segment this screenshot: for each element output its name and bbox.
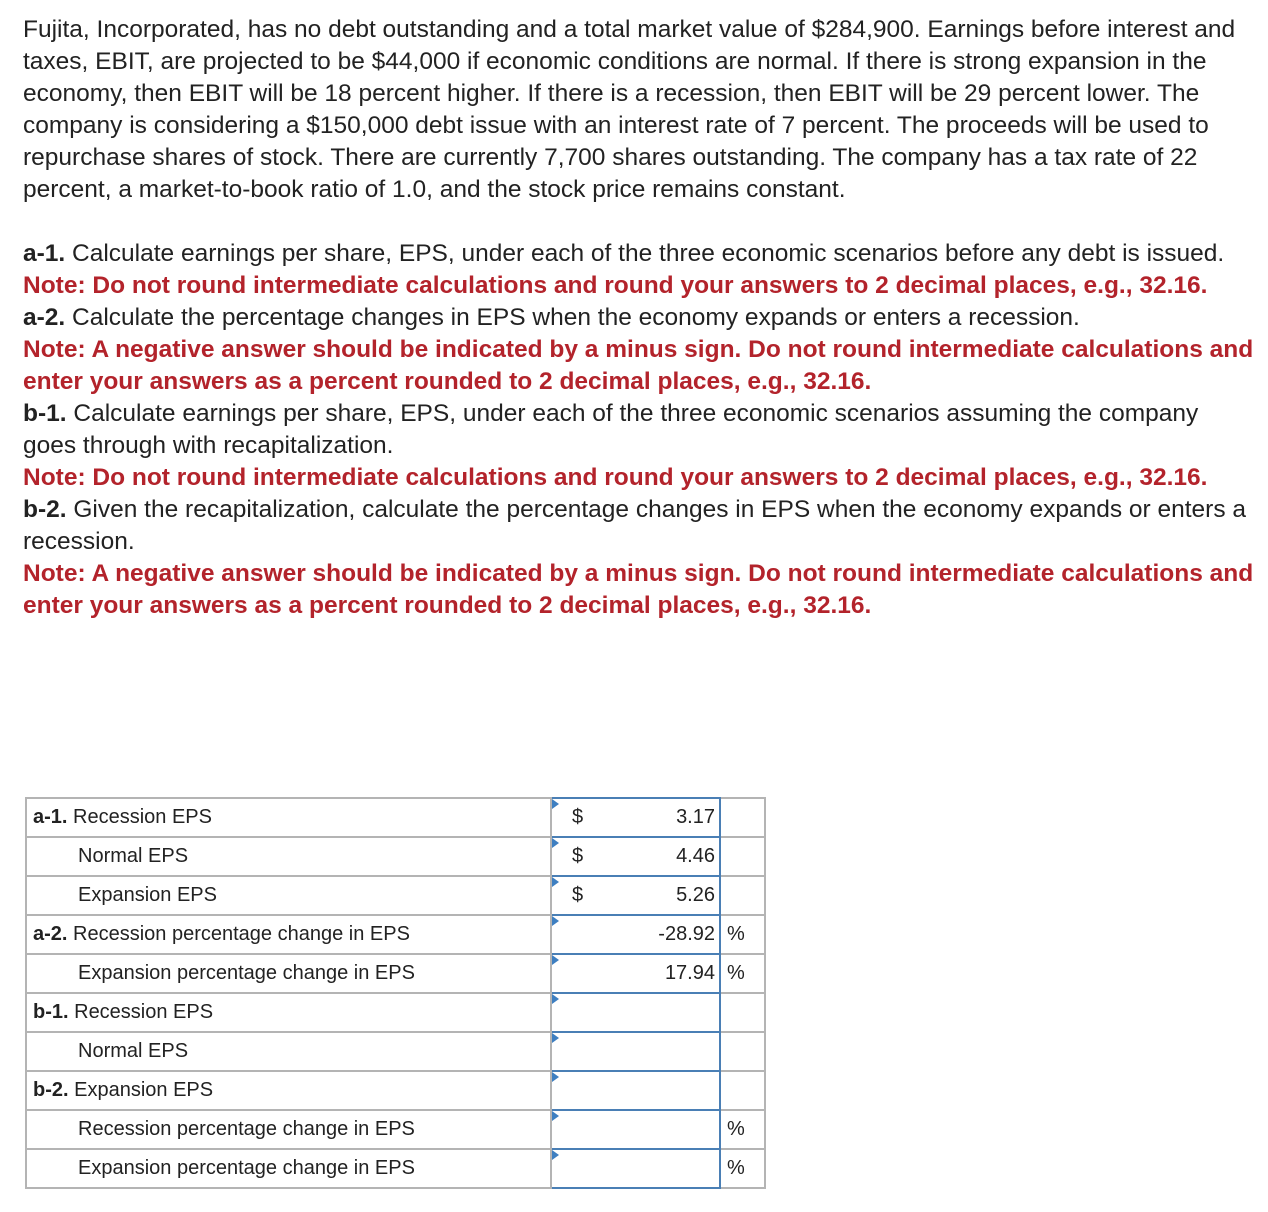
flag-icon [552,877,559,887]
row-label-text: Recession EPS [68,1001,214,1023]
dollar-cell [551,798,603,837]
row-label [26,1149,551,1188]
dollar-cell [551,915,603,954]
answer-input[interactable] [603,1149,720,1188]
row-label-text: Expansion percentage change in EPS [78,1157,415,1179]
dollar-cell [551,1032,603,1071]
dollar-sign: $ [571,845,584,867]
dollar-cell [551,1149,603,1188]
part-a2-question [23,302,1255,334]
flag-icon [552,1033,559,1043]
answer-input[interactable] [603,1110,720,1149]
row-label-text: Recession EPS [67,806,212,828]
answer-input[interactable]: 5.26 [603,876,720,915]
row-label-text: Normal EPS [78,845,189,867]
row-label-text: Normal EPS [78,1040,189,1062]
dollar-cell [551,837,603,876]
answer-input[interactable]: 17.94 [603,954,720,993]
table-row [26,798,765,837]
dollar-cell [551,1071,603,1110]
flag-icon [552,994,559,1004]
dollar-sign: $ [571,806,584,828]
table-row [26,1071,765,1110]
flag-icon [552,916,559,926]
unit-cell [720,798,765,837]
answer-input[interactable]: 3.17 [603,798,720,837]
row-tag: b-2. [33,1079,69,1101]
unit-cell [720,1071,765,1110]
part-a2-note: Note: A negative answer should be indicated by a minus sign. Do not round intermediate calculations and enter your answers as a percent rounded to 2 decimal places, e.g., 32.16. [23,336,1254,395]
part-text: Calculate earnings per share, EPS, under each of the three economic scenarios assuming the company goes through with recapitalization. [23,400,1199,459]
answer-input[interactable] [603,993,720,1032]
dollar-cell [551,954,603,993]
dollar-cell [551,876,603,915]
part-text: Calculate the percentage changes in EPS when the economy expands or enters a recession. [65,304,1080,331]
row-label [26,993,551,1032]
dollar-cell [551,993,603,1032]
flag-icon [552,1072,559,1082]
dollar-cell [551,1110,603,1149]
unit-cell: % [720,915,765,954]
dollar-sign: $ [571,884,584,906]
row-label [26,954,551,993]
unit-cell: % [720,1110,765,1149]
flag-icon [552,799,559,809]
answer-input[interactable] [603,1071,720,1110]
row-label-text: Recession percentage change in EPS [67,923,410,945]
unit-cell [720,993,765,1032]
problem-text [23,14,1255,622]
answer-table [25,797,766,1189]
unit-cell [720,876,765,915]
part-b2-note: Note: A negative answer should be indicated by a minus sign. Do not round intermediate calculations and enter your answers as a percent rounded to 2 decimal places, e.g., 32.16. [23,560,1254,619]
part-b2-question [23,494,1255,558]
unit-cell [720,1032,765,1071]
table-row [26,1149,765,1188]
unit-cell: % [720,1149,765,1188]
table-row [26,837,765,876]
flag-icon [552,1150,559,1160]
row-label [26,1071,551,1110]
answer-input[interactable]: -28.92 [603,915,720,954]
row-label-text: Recession percentage change in EPS [78,1118,415,1140]
row-label [26,915,551,954]
problem-intro: Fujita, Incorporated, has no debt outstanding and a total market value of $284,900. Earnings before interest and taxes, EBIT, are projected to be $44,000 if economic conditions are normal. If there is strong expansion in the economy, then EBIT will be 18 percent higher. If there is a recession, then EBIT will be 29 percent lower. The company is considering a $150,000 debt issue with an interest rate of 7 percent. The proceeds will be used to repurchase shares of stock. There are currently 7,700 shares outstanding. The company has a tax rate of 22 percent, a market-to-book ratio of 1.0, and the stock price remains constant. [23,16,1236,203]
row-label [26,876,551,915]
row-tag: a-1. [33,806,68,828]
row-label [26,837,551,876]
part-tag: a-2. [23,304,66,331]
table-row [26,954,765,993]
part-a1-note: Note: Do not round intermediate calculations and round your answers to 2 decimal places, e.g., 32.16. [23,272,1208,299]
unit-cell: % [720,954,765,993]
table-row [26,915,765,954]
answer-input[interactable]: 4.46 [603,837,720,876]
row-tag: b-1. [33,1001,69,1023]
row-label [26,1110,551,1149]
unit-cell [720,837,765,876]
part-b1-question [23,398,1255,462]
part-b1-note: Note: Do not round intermediate calculations and round your answers to 2 decimal places, e.g., 32.16. [23,464,1208,491]
flag-icon [552,1111,559,1121]
row-label [26,798,551,837]
part-text: Calculate earnings per share, EPS, under each of the three economic scenarios before any debt is issued. [65,240,1225,267]
row-label-text: Expansion EPS [78,884,217,906]
part-tag: a-1. [23,240,66,267]
flag-icon [552,955,559,965]
table-row [26,876,765,915]
answer-input[interactable] [603,1032,720,1071]
row-tag: a-2. [33,923,68,945]
row-label-text: Expansion EPS [68,1079,214,1101]
flag-icon [552,838,559,848]
row-label [26,1032,551,1071]
part-a1-question [23,238,1255,270]
row-label-text: Expansion percentage change in EPS [78,962,415,984]
part-tag: b-1. [23,400,67,427]
table-row [26,1032,765,1071]
part-tag: b-2. [23,496,67,523]
table-row [26,993,765,1032]
table-row [26,1110,765,1149]
part-text: Given the recapitalization, calculate the percentage changes in EPS when the economy expands or enters a recession. [23,496,1247,555]
